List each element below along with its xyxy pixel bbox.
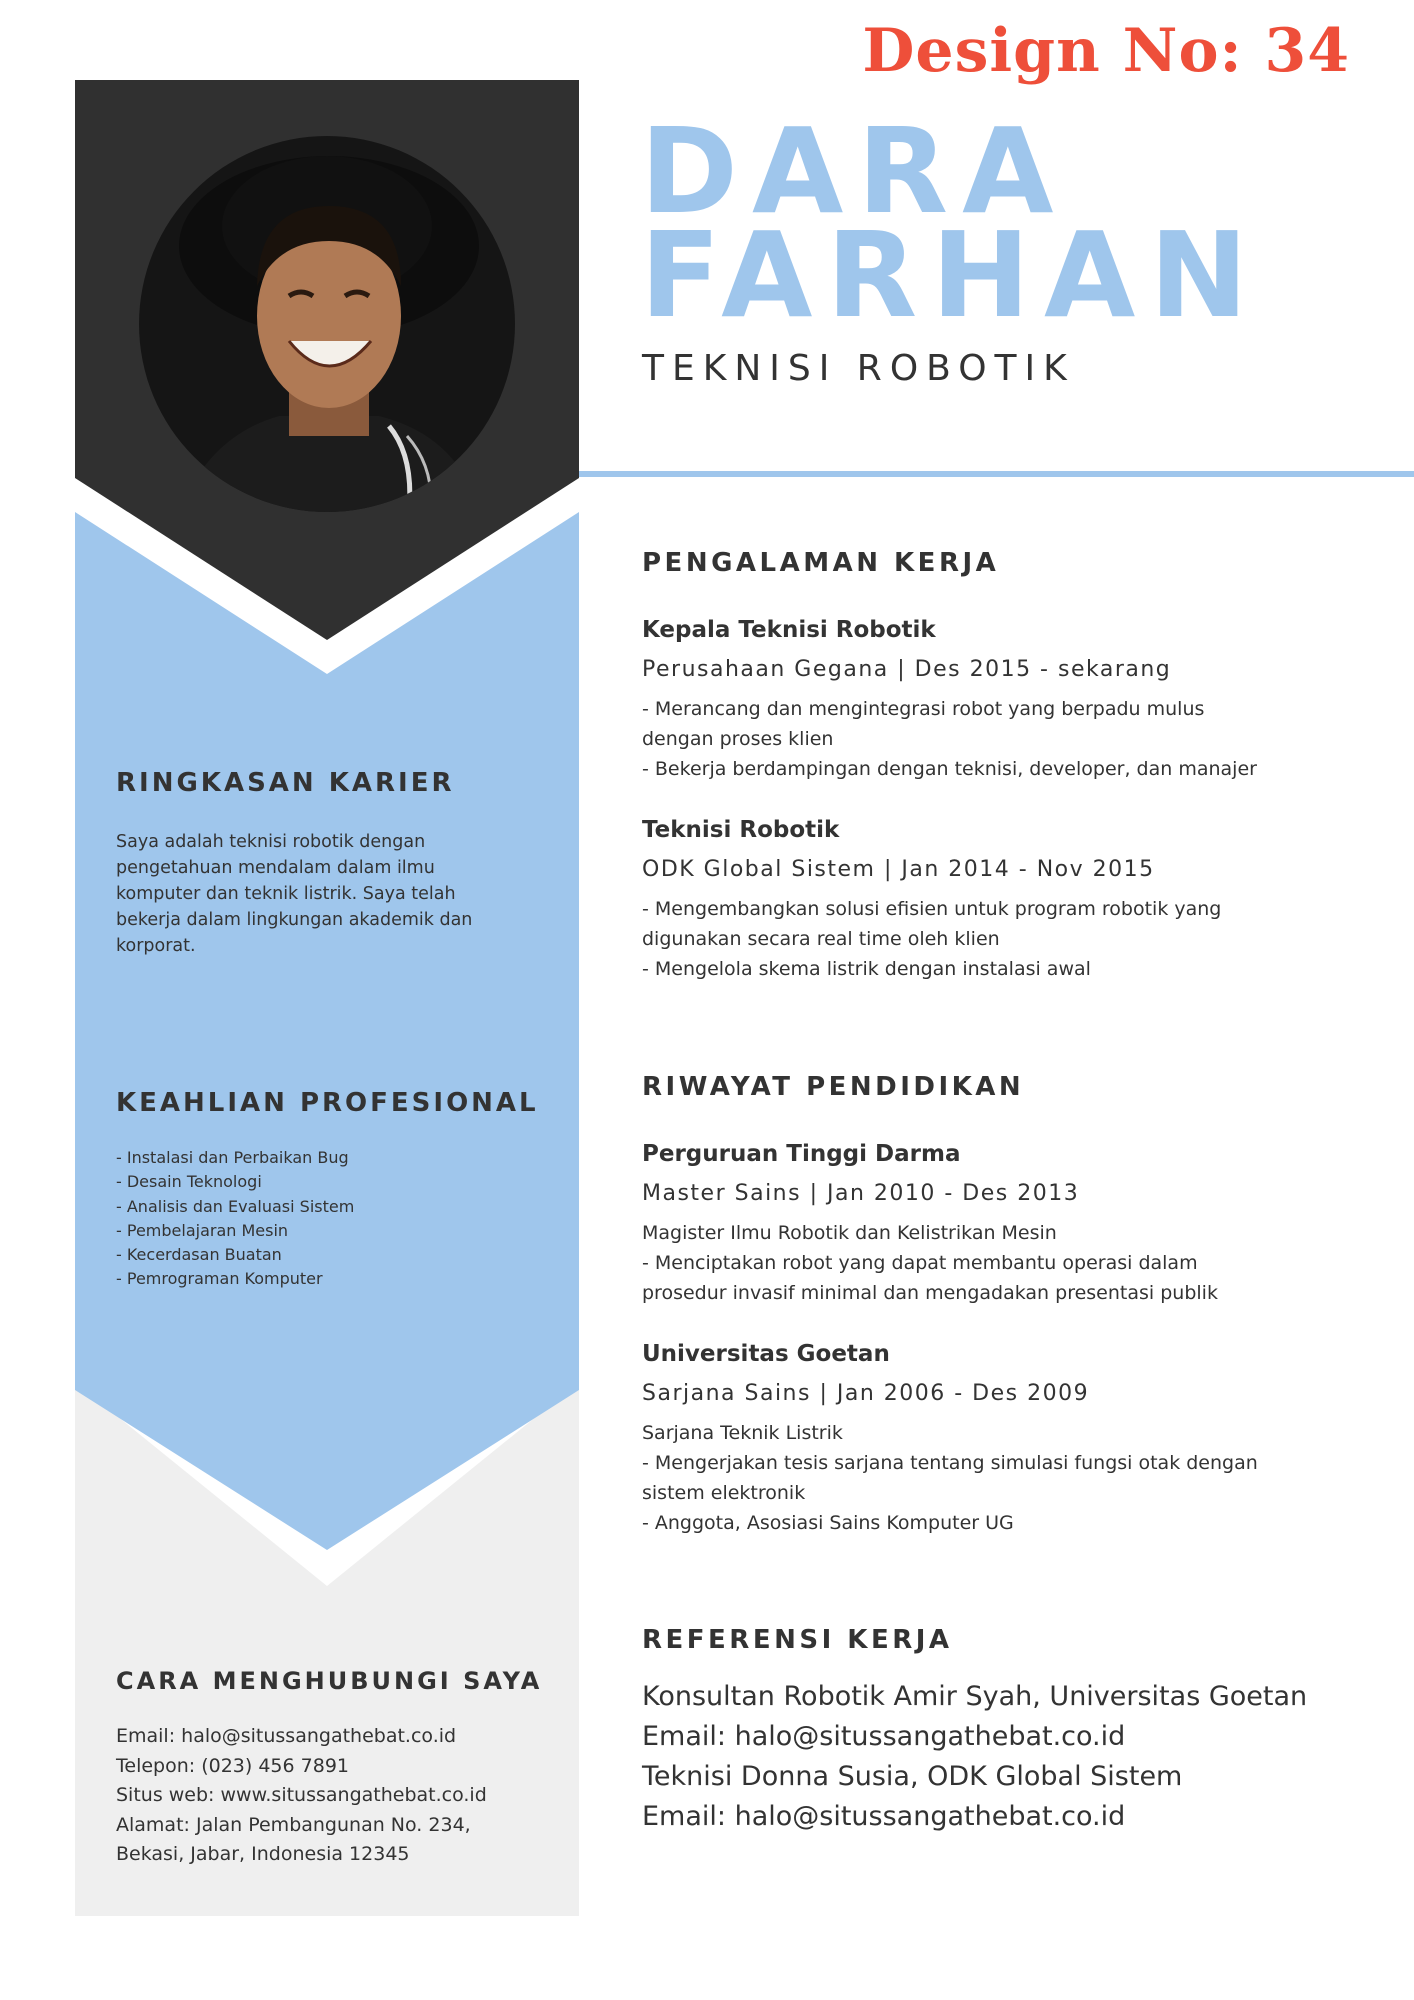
references-heading: REFERENSI KERJA <box>642 1625 953 1655</box>
last-name: FARHAN <box>640 206 1263 344</box>
education-detail: - Menciptakan robot yang dapat membantu operasi dalam <box>642 1252 1198 1274</box>
contact-info <box>116 1722 487 1870</box>
experience-heading: PENGALAMAN KERJA <box>642 548 1000 578</box>
education-detail: Sarjana Teknik Listrik <box>642 1422 843 1444</box>
summary-line: bekerja dalam lingkungan akademik dan <box>116 910 473 930</box>
skill-item: - Analisis dan Evaluasi Sistem <box>116 1196 355 1216</box>
summary-line: Saya adalah teknisi robotik dengan <box>116 832 426 852</box>
references-list <box>642 1677 1342 1837</box>
contact-email[interactable]: Email: halo@situssangathebat.co.id <box>116 1725 457 1747</box>
education-detail: - Mengerjakan tesis sarjana tentang simulasi fungsi otak dengan <box>642 1452 1258 1474</box>
job-title: TEKNISI ROBOTIK <box>642 348 1075 389</box>
contact-address: Alamat: Jalan Pembangunan No. 234, <box>116 1813 471 1836</box>
summary-heading: RINGKASAN KARIER <box>116 768 455 798</box>
contact-address: Bekasi, Jabar, Indonesia 12345 <box>116 1843 410 1865</box>
education-detail: Magister Ilmu Robotik dan Kelistrikan Mesin <box>642 1222 1057 1244</box>
education-detail: prosedur invasif minimal dan mengadakan presentasi publik <box>642 1282 1218 1304</box>
profile-photo <box>139 136 515 512</box>
job-detail: - Bekerja berdampingan dengan teknisi, developer, dan manajer <box>642 758 1257 780</box>
skill-item: - Pemrograman Komputer <box>116 1269 323 1289</box>
job-detail: - Merancang dan mengintegrasi robot yang berpadu mulus <box>642 698 1205 720</box>
summary-text <box>116 829 472 959</box>
contact-phone[interactable]: Telepon: (023) 456 7891 <box>116 1754 349 1777</box>
school-name: Universitas Goetan <box>642 1341 890 1367</box>
summary-line: pengetahuan mendalam dalam ilmu <box>116 858 435 878</box>
reference-line: Konsultan Robotik Amir Syah, Universitas Goetan <box>642 1681 1308 1712</box>
skill-item: - Pembelajaran Mesin <box>116 1220 289 1240</box>
reference-email[interactable]: Email: halo@situssangathebat.co.id <box>642 1801 1126 1832</box>
job-detail: dengan proses klien <box>642 728 834 750</box>
education-detail: - Anggota, Asosiasi Sains Komputer UG <box>642 1512 1014 1534</box>
skill-item: - Desain Teknologi <box>116 1172 262 1192</box>
experience-entry <box>642 817 1342 984</box>
reference-line: Teknisi Donna Susia, ODK Global Sistem <box>642 1761 1183 1792</box>
education-entry <box>642 1341 1342 1538</box>
skills-heading: KEAHLIAN PROFESIONAL <box>116 1088 539 1118</box>
summary-line: korporat. <box>116 936 196 956</box>
degree-dates: Sarjana Sains | Jan 2006 - Des 2009 <box>642 1381 1090 1406</box>
job-detail: - Mengelola skema listrik dengan instalasi awal <box>642 958 1091 980</box>
company-dates: ODK Global Sistem | Jan 2014 - Nov 2015 <box>642 857 1155 882</box>
school-name: Perguruan Tinggi Darma <box>642 1141 961 1167</box>
contact-heading: CARA MENGHUBUNGI SAYA <box>116 1667 543 1695</box>
job-detail: digunakan secara real time oleh klien <box>642 928 1000 950</box>
first-name: DARA <box>640 102 1068 240</box>
education-entry <box>642 1141 1342 1308</box>
contact-website[interactable]: Situs web: www.situssangathebat.co.id <box>116 1784 487 1806</box>
skill-item: - Instalasi dan Perbaikan Bug <box>116 1148 349 1167</box>
skills-list <box>116 1146 354 1292</box>
company-dates: Perusahaan Gegana | Des 2015 - sekarang <box>642 657 1172 682</box>
experience-entry <box>642 617 1342 784</box>
summary-line: komputer dan teknik listrik. Saya telah <box>116 884 456 904</box>
header-divider <box>579 471 1414 477</box>
degree-dates: Master Sains | Jan 2010 - Des 2013 <box>642 1181 1080 1206</box>
job-title-text: Teknisi Robotik <box>642 817 840 843</box>
design-number-label: Design No: 34 <box>862 16 1350 86</box>
reference-email[interactable]: Email: halo@situssangathebat.co.id <box>642 1721 1126 1752</box>
summary-panel-bg <box>75 512 579 1550</box>
education-detail: sistem elektronik <box>642 1482 806 1504</box>
skill-item: - Kecerdasan Buatan <box>116 1245 282 1265</box>
education-heading: RIWAYAT PENDIDIKAN <box>642 1072 1025 1102</box>
job-title-text: Kepala Teknisi Robotik <box>642 617 936 643</box>
job-detail: - Mengembangkan solusi efisien untuk program robotik yang <box>642 898 1222 920</box>
